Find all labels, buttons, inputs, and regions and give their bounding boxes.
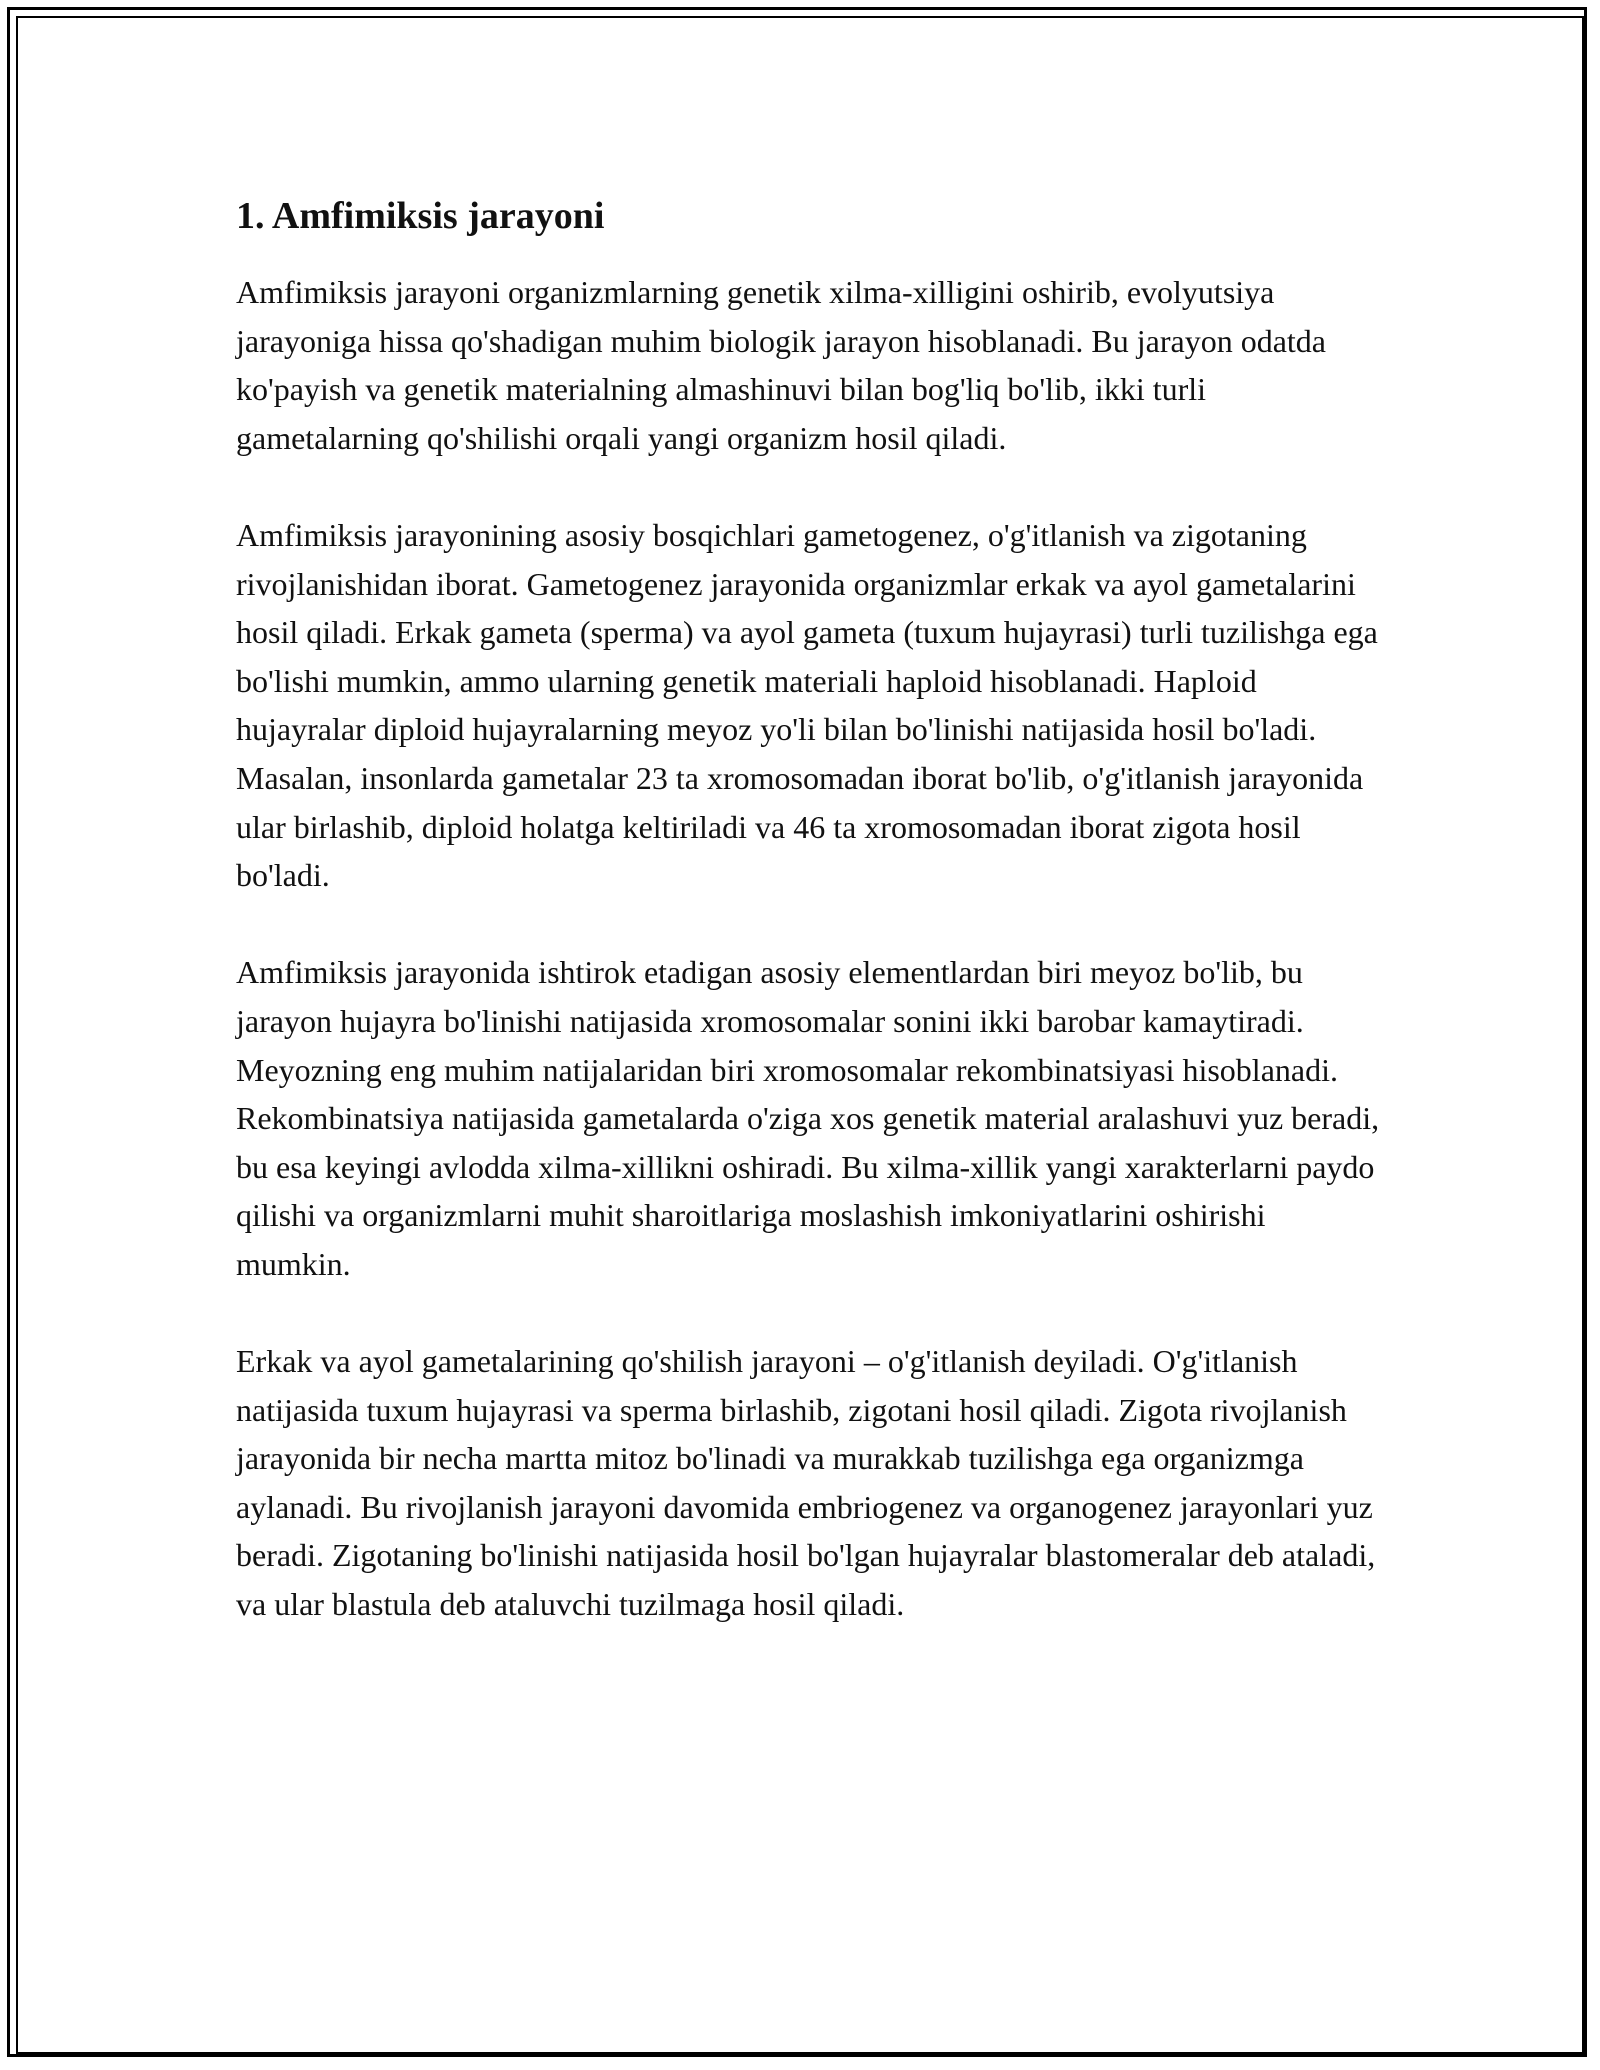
- paragraph-stages: Amfimiksis jarayonining asosiy bosqichlari gametogenez, o'g'itlanish va zigotaning rivojlanishidan iborat. Gametogenez jarayonida organizmlar erkak va ayol gametalarini hosil qiladi. Erkak gameta (sperma) va ayol gameta (tuxum hujayrasi) turli tuzilishga ega bo'lishi mumkin, ammo ularning genetik materiali haploid hisoblanadi. Haploid hujayralar diploid hujayralarning meyoz yo'li bilan bo'linishi natijasida hosil bo'ladi. Masalan, insonlarda gametalar 23 ta xromosomadan iborat bo'lib, o'g'itlanish jarayonida ular birlashib, diploid holatga keltiriladi va 46 ta xromosomadan iborat zigota hosil bo'ladi.: [236, 516, 1378, 894]
- section-heading: 1. Amfimiksis jarayoni: [236, 195, 605, 237]
- paragraph-intro: Amfimiksis jarayoni organizmlarning genetik xilma-xilligini oshirib, evolyutsiya jarayoniga hissa qo'shadigan muhim biologik jarayon hisoblanadi. Bu jarayon odatda ko'payish va genetik materialning almashinuvi bilan bog'liq bo'lib, ikki turli gametalarning qo'shilishi orqali yangi organizm hosil qiladi.: [236, 274, 1326, 456]
- paragraph-fertilization: Erkak va ayol gametalarining qo'shilish jarayoni – o'g'itlanish deyiladi. O'g'itlanish natijasida tuxum hujayrasi va sperma birlashib, zigotani hosil qiladi. Zigota rivojlanish jarayonida bir necha martta mitoz bo'linadi va murakkab tuzilishga ega organizmga aylanadi. Bu rivojlanish jarayoni davomida embriogenez va organogenez jarayonlari yuz beradi. Zigotaning bo'linishi natijasida hosil bo'lgan hujayralar blastomeralar deb ataladi, va ular blastula deb ataluvchi tuzilmaga hosil qiladi.: [236, 1343, 1376, 1623]
- paragraph-meiosis: Amfimiksis jarayonida ishtirok etadigan asosiy elementlardan biri meyoz bo'lib, bu jarayon hujayra bo'linishi natijasida xromosomalar sonini ikki barobar kamaytiradi. Meyozning eng muhim natijalaridan biri xromosomalar rekombinatsiyasi hisoblanadi. Rekombinatsiya natijasida gametalarda o'ziga xos genetik material aralashuvi yuz beradi, bu esa keyingi avlodda xilma-xillikni oshiradi. Bu xilma-xillik yangi xarakterlarni paydo qilishi va organizmlarni muhit sharoitlariga moslashish imkoniyatlarini oshirishi mumkin.: [236, 954, 1380, 1282]
- document-body: [236, 186, 1386, 1677]
